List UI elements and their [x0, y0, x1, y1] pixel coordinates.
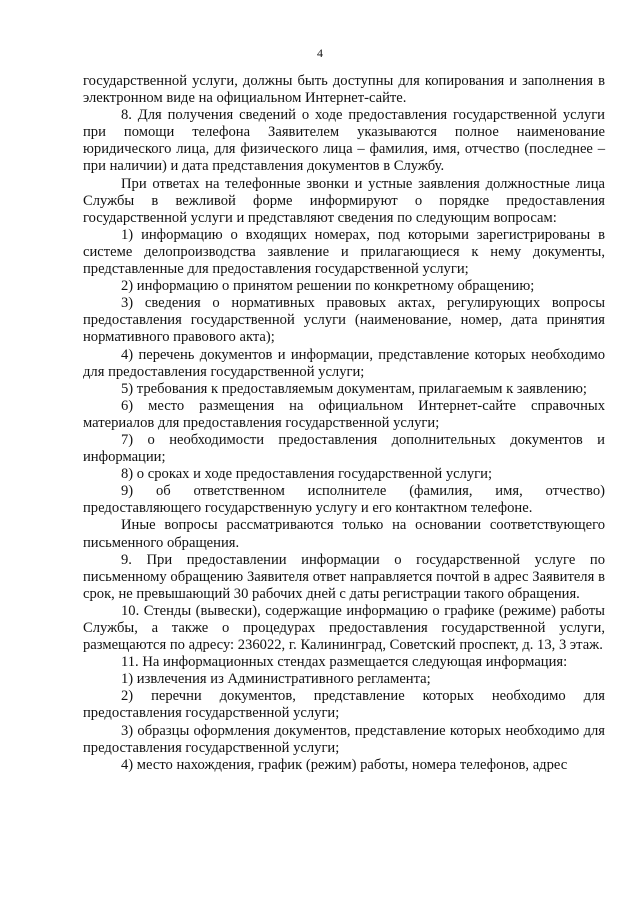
list-item-8: 8) о сроках и ходе предоставления государственной услуги;	[121, 466, 493, 483]
list-item-4: 4) перечень документов и информации, представление которых необходимо для предоставления государственной услуги;	[83, 346, 605, 380]
page-number: 4	[317, 46, 323, 60]
stand-list-item-3: 3) образцы оформления документов, представление которых необходимо для предоставления государственной услуги;	[83, 722, 605, 756]
paragraph-8-phone-info: 8. Для получения сведений о ходе предоставления государственной услуги при помощи телефона Заявителем указываются полное наименование юридического лица, для физического лица – фамилия, имя, отчество (последнее – при наличии) и дата представления документов в Службу.	[83, 107, 605, 175]
stand-list-item-1: 1) извлечения из Административного регламента;	[121, 671, 431, 688]
paragraph-11-stand-info: 11. На информационных стендах размещается следующая информация:	[121, 654, 568, 671]
stand-list-item-2: 2) перечни документов, представление которых необходимо для предоставления государственной услуги;	[83, 688, 605, 722]
list-item-9: 9) об ответственном исполнителе (фамилия, имя, отчество) предоставляющего государственную услугу и его контактном телефоне.	[83, 483, 605, 517]
list-item-1: 1) информацию о входящих номерах, под которыми зарегистрированы в системе делопроизводства заявление и прилагающиеся к нему документы, представленные для предоставления государственной услуги;	[83, 226, 605, 278]
list-item-5: 5) требования к предоставляемым документам, прилагаемым к заявлению;	[121, 380, 587, 397]
body-text	[83, 73, 605, 774]
list-item-6: 6) место размещения на официальном Интернет-сайте справочных материалов для предоставления государственной услуги;	[83, 397, 605, 431]
paragraph-phone-answers: При ответах на телефонные звонки и устные заявления должностные лица Службы в вежливой форме информируют о порядке предоставления государственной услуги и представляют сведения по следующим вопросам:	[83, 175, 605, 226]
paragraph-10-stands: 10. Стенды (вывески), содержащие информацию о графике (режиме) работы Службы, а также о процедурах предоставления государственной услуги, размещаются по адресу: 236022, г. Калининград, Советский проспект, д. 13, 3 этаж.	[83, 602, 605, 654]
paragraph-continuation: государственной услуги, должны быть доступны для копирования и заполнения в электронном виде на официальном Интернет-сайте.	[83, 73, 605, 107]
stand-list-item-4: 4) место нахождения, график (режим) работы, номера телефонов, адрес	[121, 756, 568, 773]
paragraph-9-written-request: 9. При предоставлении информации о государственной услуге по письменному обращению Заявителя ответ направляется почтой в адрес Заявителя в срок, не превышающий 30 рабочих дней с даты регистрации такого обращения.	[83, 551, 605, 602]
paragraph-other-questions: Иные вопросы рассматриваются только на основании соответствующего письменного обращения.	[83, 517, 605, 551]
list-item-7: 7) о необходимости предоставления дополнительных документов и информации;	[83, 431, 605, 466]
list-item-3: 3) сведения о нормативных правовых актах, регулирующих вопросы предоставления государственной услуги (наименование, номер, дата принятия нормативного правового акта);	[83, 295, 605, 346]
list-item-2: 2) информацию о принятом решении по конкретному обращению;	[121, 278, 535, 295]
